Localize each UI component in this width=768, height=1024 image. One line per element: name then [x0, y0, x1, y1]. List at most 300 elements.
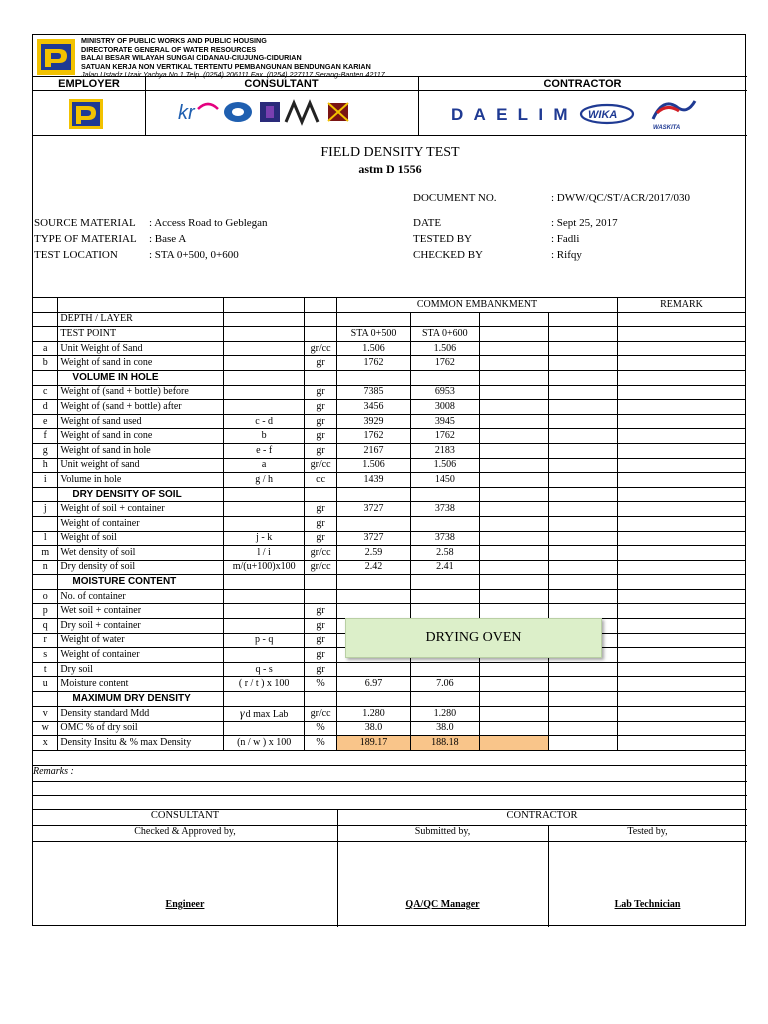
row-unit: gr/cc	[305, 546, 337, 561]
table-row	[33, 341, 745, 356]
consultant-label: CONSULTANT	[244, 78, 319, 90]
row-key: x	[33, 736, 58, 751]
row-unit: gr	[305, 443, 337, 458]
row-label: OMC % of dry soil	[58, 721, 224, 736]
row-remark	[617, 487, 745, 502]
row-label: Weight of container	[58, 648, 224, 663]
row-remark	[617, 706, 745, 721]
row-key: b	[33, 356, 58, 371]
row-label: Dry density of soil	[58, 560, 224, 575]
row-value-empty	[549, 677, 618, 692]
row-remark	[617, 692, 745, 707]
row-key	[33, 575, 58, 590]
row-value-sta-600	[410, 662, 479, 677]
row-remark	[617, 531, 745, 546]
table-row	[33, 429, 745, 444]
employer-logo-icon	[69, 99, 103, 129]
footer-contractor-label: CONTRACTOR	[506, 810, 578, 821]
row-formula: ( r / t ) x 100	[224, 677, 305, 692]
row-formula: (n / w ) x 100	[224, 736, 305, 751]
row-value-empty	[479, 341, 549, 356]
test-location-label: TEST LOCATION	[34, 249, 118, 261]
row-unit: gr/cc	[305, 706, 337, 721]
row-remark	[617, 312, 745, 327]
row-label: Weight of sand in cone	[58, 429, 224, 444]
table-section-row	[33, 370, 745, 385]
row-label: DEPTH / LAYER	[58, 312, 224, 327]
row-unit: %	[305, 736, 337, 751]
row-remark	[617, 370, 745, 385]
row-label: Moisture content	[58, 677, 224, 692]
row-value-empty	[549, 736, 618, 751]
table-row	[33, 502, 745, 517]
table-section-row	[33, 487, 745, 502]
row-value-empty	[479, 370, 549, 385]
row-unit: gr	[305, 648, 337, 663]
row-remark	[617, 502, 745, 517]
remark-header: REMARK	[617, 298, 745, 313]
row-label: Weight of sand in cone	[58, 356, 224, 371]
letterhead-text	[81, 37, 385, 80]
row-value-empty	[549, 356, 618, 371]
row-remark	[617, 604, 745, 619]
row-value-empty	[479, 473, 549, 488]
row-value-sta-600: 1762	[410, 356, 479, 371]
row-key: v	[33, 706, 58, 721]
row-key: u	[33, 677, 58, 692]
row-key	[33, 312, 58, 327]
table-row	[33, 385, 745, 400]
row-value-sta-600: 188.18	[410, 736, 479, 751]
row-formula: g / h	[224, 473, 305, 488]
row-value-sta-600	[410, 487, 479, 502]
daelim-logo-text: DAELIM	[451, 105, 569, 123]
row-value-sta-600	[410, 604, 479, 619]
row-unit: gr	[305, 633, 337, 648]
document-no-value: : DWW/QC/ST/ACR/2017/030	[551, 192, 691, 204]
row-value-empty	[549, 589, 618, 604]
tested-by-value: : Fadli	[551, 233, 580, 245]
row-value-empty	[549, 706, 618, 721]
row-unit	[305, 589, 337, 604]
tested-by-label: TESTED BY	[413, 233, 472, 245]
row-remark	[617, 633, 745, 648]
row-value-sta-500: 3727	[337, 531, 411, 546]
row-value-sta-600	[410, 516, 479, 531]
row-formula: p - q	[224, 633, 305, 648]
row-unit: gr	[305, 516, 337, 531]
row-formula	[224, 619, 305, 634]
row-formula	[224, 502, 305, 517]
row-remark	[617, 385, 745, 400]
source-material-label: SOURCE MATERIAL	[34, 217, 136, 229]
row-formula	[224, 370, 305, 385]
row-value-empty	[549, 516, 618, 531]
row-unit	[305, 692, 337, 707]
row-value-empty	[479, 575, 549, 590]
row-key: a	[33, 341, 58, 356]
table-row	[33, 531, 745, 546]
source-material-value: : Access Road to Geblegan	[149, 217, 268, 229]
row-value-empty	[479, 400, 549, 415]
row-unit	[305, 312, 337, 327]
gamma-symbol-icon: γ	[239, 706, 245, 720]
table-row	[33, 312, 745, 327]
table-row	[33, 473, 745, 488]
row-value-sta-500: 6.97	[337, 677, 411, 692]
row-key: e	[33, 414, 58, 429]
row-value-empty	[479, 443, 549, 458]
row-value-sta-500	[337, 575, 411, 590]
row-value-sta-500: 3929	[337, 414, 411, 429]
row-remark	[617, 400, 745, 415]
table-row	[33, 662, 745, 677]
row-formula	[224, 312, 305, 327]
row-value-empty	[549, 341, 618, 356]
row-unit	[305, 327, 337, 342]
row-value-sta-500	[337, 370, 411, 385]
row-value-sta-500	[337, 589, 411, 604]
row-label: Weight of (sand + bottle) before	[58, 385, 224, 400]
tested-by-footer-label: Tested by,	[627, 826, 668, 837]
row-formula	[224, 385, 305, 400]
row-key: g	[33, 443, 58, 458]
row-value-sta-600: 2183	[410, 443, 479, 458]
row-key	[33, 487, 58, 502]
row-value-empty	[549, 370, 618, 385]
row-value-empty	[549, 385, 618, 400]
row-value-sta-500	[337, 487, 411, 502]
row-label: Wet soil + container	[58, 604, 224, 619]
wika-logo-text: WIKA	[588, 109, 618, 121]
row-unit: gr	[305, 400, 337, 415]
row-value-sta-500: 189.17	[337, 736, 411, 751]
row-unit: gr/cc	[305, 341, 337, 356]
row-label: Unit Weight of Sand	[58, 341, 224, 356]
row-remark	[617, 473, 745, 488]
row-value-empty	[549, 692, 618, 707]
row-value-sta-600: 3945	[410, 414, 479, 429]
row-value-empty	[479, 604, 549, 619]
row-key: j	[33, 502, 58, 517]
row-formula	[224, 604, 305, 619]
row-value-sta-600	[410, 370, 479, 385]
row-remark	[617, 662, 745, 677]
table-section-row	[33, 692, 745, 707]
row-key: p	[33, 604, 58, 619]
daelim-logo-icon	[451, 105, 571, 123]
row-value-sta-600: 3008	[410, 400, 479, 415]
row-value-empty	[479, 662, 549, 677]
table-row	[33, 414, 745, 429]
contractor-label: CONTRACTOR	[543, 78, 622, 90]
signature-engineer: Engineer	[165, 899, 205, 910]
row-value-sta-600	[410, 312, 479, 327]
test-data-table	[33, 297, 745, 751]
row-formula	[224, 356, 305, 371]
row-key: m	[33, 546, 58, 561]
row-value-sta-600: 1.280	[410, 706, 479, 721]
row-value-sta-500: 2.59	[337, 546, 411, 561]
row-key: c	[33, 385, 58, 400]
row-value-empty	[549, 473, 618, 488]
row-formula: e - f	[224, 443, 305, 458]
row-unit	[305, 575, 337, 590]
row-formula	[224, 516, 305, 531]
row-key: n	[33, 560, 58, 575]
row-key: i	[33, 473, 58, 488]
row-unit: gr	[305, 414, 337, 429]
date-label: DATE	[413, 217, 442, 229]
row-value-empty	[479, 356, 549, 371]
row-value-empty	[549, 327, 618, 342]
row-value-sta-500: 2167	[337, 443, 411, 458]
row-unit: %	[305, 677, 337, 692]
footer-consultant-label: CONSULTANT	[150, 810, 220, 821]
row-value-sta-600: 38.0	[410, 721, 479, 736]
waskita-logo-icon	[647, 97, 699, 131]
table-row	[33, 736, 745, 751]
row-unit: gr	[305, 531, 337, 546]
row-formula	[224, 692, 305, 707]
row-value-sta-500	[337, 604, 411, 619]
row-value-empty	[479, 531, 549, 546]
row-value-sta-600: 1762	[410, 429, 479, 444]
row-remark	[617, 327, 745, 342]
waskita-logo-text: WASKITA	[653, 125, 681, 131]
table-row	[33, 356, 745, 371]
row-value-empty	[479, 546, 549, 561]
row-unit: gr	[305, 429, 337, 444]
row-formula: q - s	[224, 662, 305, 677]
row-key: f	[33, 429, 58, 444]
row-value-empty	[549, 414, 618, 429]
letterhead-line: MINISTRY OF PUBLIC WORKS AND PUBLIC HOUSING	[81, 36, 267, 45]
checked-by-label: CHECKED BY	[413, 249, 483, 261]
row-value-empty	[479, 327, 549, 342]
row-value-empty	[549, 400, 618, 415]
row-label: Weight of soil + container	[58, 502, 224, 517]
row-value-sta-600: STA 0+600	[410, 327, 479, 342]
submitted-by-label: Submitted by,	[414, 826, 471, 837]
row-key	[33, 370, 58, 385]
row-key: r	[33, 633, 58, 648]
row-label: Weight of water	[58, 633, 224, 648]
svg-text:kr: kr	[178, 102, 195, 124]
row-value-empty	[549, 721, 618, 736]
row-value-empty	[549, 458, 618, 473]
table-row	[33, 604, 745, 619]
row-value-empty	[479, 516, 549, 531]
table-row	[33, 560, 745, 575]
row-value-sta-600	[410, 575, 479, 590]
row-value-empty	[479, 414, 549, 429]
date-value: : Sept 25, 2017	[551, 217, 618, 229]
row-value-sta-500: 7385	[337, 385, 411, 400]
letterhead-line: SATUAN KERJA NON VERTIKAL TERTENTU PEMBANGUNAN BENDUNGAN KARIAN	[81, 61, 371, 71]
row-unit: gr	[305, 604, 337, 619]
row-value-sta-500: 3456	[337, 400, 411, 415]
row-formula-text: d max Lab	[245, 708, 289, 720]
row-value-empty	[549, 443, 618, 458]
row-remark	[617, 619, 745, 634]
row-value-sta-500	[337, 312, 411, 327]
row-unit: gr	[305, 356, 337, 371]
form-sheet	[32, 34, 746, 926]
row-remark	[617, 589, 745, 604]
row-key	[33, 692, 58, 707]
row-label: Weight of soil	[58, 531, 224, 546]
row-value-empty	[549, 575, 618, 590]
table-row	[33, 458, 745, 473]
row-unit: %	[305, 721, 337, 736]
row-value-empty	[549, 604, 618, 619]
row-key	[33, 516, 58, 531]
table-row	[33, 589, 745, 604]
row-remark	[617, 560, 745, 575]
row-value-sta-500: STA 0+500	[337, 327, 411, 342]
row-value-sta-600: 1.506	[410, 341, 479, 356]
row-unit	[305, 370, 337, 385]
row-value-sta-600: 1.506	[410, 458, 479, 473]
row-value-empty	[549, 546, 618, 561]
row-label: Weight of container	[58, 516, 224, 531]
row-label: Density Insitu & % max Density	[58, 736, 224, 751]
row-value-sta-600: 2.41	[410, 560, 479, 575]
row-formula	[224, 706, 305, 721]
row-value-sta-500: 38.0	[337, 721, 411, 736]
row-value-sta-600: 3738	[410, 531, 479, 546]
row-label: MOISTURE CONTENT	[58, 575, 224, 590]
row-label: Density standard Mdd	[58, 706, 224, 721]
row-key: s	[33, 648, 58, 663]
row-value-sta-600	[410, 589, 479, 604]
row-value-empty	[549, 560, 618, 575]
row-formula	[224, 487, 305, 502]
table-header-row	[33, 298, 745, 313]
row-remark	[617, 677, 745, 692]
row-value-sta-500	[337, 692, 411, 707]
row-value-empty	[479, 677, 549, 692]
row-label: Unit weight of sand	[58, 458, 224, 473]
row-remark	[617, 575, 745, 590]
row-value-empty	[479, 706, 549, 721]
row-label: Weight of sand used	[58, 414, 224, 429]
remarks-label: Remarks :	[33, 766, 74, 777]
row-unit: gr/cc	[305, 458, 337, 473]
row-value-sta-500: 1.280	[337, 706, 411, 721]
row-value-empty	[549, 502, 618, 517]
row-value-empty	[479, 385, 549, 400]
row-remark	[617, 736, 745, 751]
row-value-empty	[479, 589, 549, 604]
ministry-logo-icon	[37, 39, 75, 75]
row-value-empty	[479, 312, 549, 327]
row-formula: a	[224, 458, 305, 473]
row-value-sta-500	[337, 516, 411, 531]
row-value-sta-500: 1.506	[337, 458, 411, 473]
row-value-empty	[479, 429, 549, 444]
type-material-value: : Base A	[149, 233, 187, 245]
row-unit	[305, 487, 337, 502]
form-subtitle: astm D 1556	[358, 162, 422, 176]
row-value-empty	[549, 312, 618, 327]
row-remark	[617, 648, 745, 663]
row-key: l	[33, 531, 58, 546]
row-value-sta-500: 1439	[337, 473, 411, 488]
row-value-empty	[549, 531, 618, 546]
row-value-sta-500: 1762	[337, 429, 411, 444]
row-remark	[617, 721, 745, 736]
row-remark	[617, 341, 745, 356]
row-value-sta-500: 1.506	[337, 341, 411, 356]
row-value-sta-600: 6953	[410, 385, 479, 400]
row-remark	[617, 458, 745, 473]
checked-approved-label: Checked & Approved by,	[134, 826, 236, 837]
document-no-label: DOCUMENT NO.	[413, 192, 497, 204]
row-key: o	[33, 589, 58, 604]
row-remark	[617, 429, 745, 444]
signature-lab-technician: Lab Technician	[614, 899, 681, 910]
row-key: t	[33, 662, 58, 677]
row-key	[33, 327, 58, 342]
table-row	[33, 516, 745, 531]
row-key: d	[33, 400, 58, 415]
row-value-sta-600	[410, 692, 479, 707]
row-label: Weight of sand in hole	[58, 443, 224, 458]
table-row	[33, 706, 745, 721]
row-value-empty	[479, 736, 549, 751]
row-label: Dry soil + container	[58, 619, 224, 634]
row-label: Volume in hole	[58, 473, 224, 488]
row-formula: j - k	[224, 531, 305, 546]
row-formula	[224, 400, 305, 415]
table-section-row	[33, 575, 745, 590]
row-value-empty	[479, 502, 549, 517]
common-embankment-header: COMMON EMBANKMENT	[337, 298, 618, 313]
row-label: Dry soil	[58, 662, 224, 677]
row-formula: c - d	[224, 414, 305, 429]
row-value-sta-600: 3738	[410, 502, 479, 517]
row-value-empty	[479, 560, 549, 575]
row-value-sta-500: 3727	[337, 502, 411, 517]
row-label: Weight of (sand + bottle) after	[58, 400, 224, 415]
row-value-sta-600: 7.06	[410, 677, 479, 692]
row-unit: gr/cc	[305, 560, 337, 575]
row-key: h	[33, 458, 58, 473]
row-label: MAXIMUM DRY DENSITY	[58, 692, 224, 707]
row-value-empty	[549, 429, 618, 444]
row-value-sta-600: 1450	[410, 473, 479, 488]
row-key: q	[33, 619, 58, 634]
row-label: Wet density of soil	[58, 546, 224, 561]
consultant-logo-icon	[178, 97, 353, 127]
row-value-empty	[479, 458, 549, 473]
form-title: FIELD DENSITY TEST	[320, 145, 460, 160]
row-value-empty	[479, 487, 549, 502]
test-location-value: : STA 0+500, 0+600	[149, 249, 239, 261]
checked-by-value: : Rifqy	[551, 249, 582, 261]
wika-logo-icon	[579, 103, 635, 125]
row-formula	[224, 575, 305, 590]
row-remark	[617, 414, 745, 429]
row-formula	[224, 648, 305, 663]
row-key: w	[33, 721, 58, 736]
letterhead-line: DIRECTORATE GENERAL OF WATER RESOURCES	[81, 44, 257, 54]
row-formula: b	[224, 429, 305, 444]
table-row	[33, 677, 745, 692]
table-row	[33, 443, 745, 458]
